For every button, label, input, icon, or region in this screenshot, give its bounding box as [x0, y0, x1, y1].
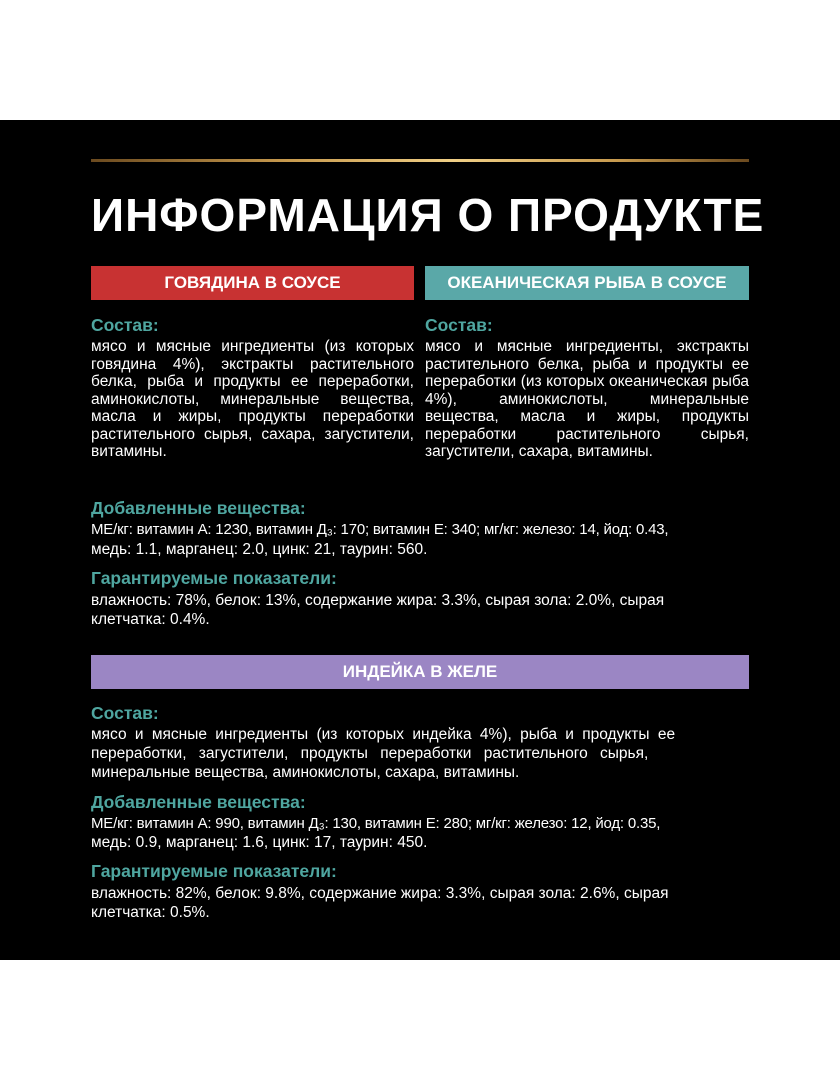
sauce-guaranteed-line2: клетчатка: 0.4%. — [91, 611, 210, 628]
turkey-additives-line2: медь: 0.9, марганец: 1.6, цинк: 17, таурин: 450. — [91, 834, 428, 851]
fish-composition-text: мясо и мясные ингредиенты, экстракты растительного белка, рыба и продукты ее переработки (из которых океаническая рыба 4%), аминокислоты, минеральные вещества, масла и жиры, продукты переработки растительного сырья, загустители, сахара, витамины. — [425, 338, 749, 460]
turkey-additives-heading: Добавленные вещества: — [91, 792, 306, 812]
page-title: ИНФОРМАЦИЯ О ПРОДУКТЕ — [91, 189, 765, 241]
product-info-panel — [0, 120, 840, 960]
turkey-composition-heading: Состав: — [91, 703, 159, 723]
turkey-guaranteed-heading: Гарантируемые показатели: — [91, 861, 337, 881]
sauce-additives-line2: медь: 1.1, марганец: 2.0, цинк: 21, таурин: 560. — [91, 541, 428, 558]
turkey-composition-line3: минеральные вещества, аминокислоты, сахара, витамины. — [91, 764, 520, 781]
turkey-label-banner: ИНДЕЙКА В ЖЕЛЕ — [91, 655, 749, 689]
sauce-additives-line1: МЕ/кг: витамин А: 1230, витамин Д₃: 170; витамин Е: 340; мг/кг: железо: 14, йод: 0.43, — [91, 521, 669, 538]
turkey-guaranteed-line2: клетчатка: 0.5%. — [91, 904, 210, 921]
beef-label-banner: ГОВЯДИНА В СОУСЕ — [91, 266, 414, 300]
sauce-guaranteed-heading: Гарантируемые показатели: — [91, 568, 337, 588]
turkey-composition-line2: переработки, загустители, продукты переработки растительного сырья, — [91, 745, 649, 762]
fish-label-banner: ОКЕАНИЧЕСКАЯ РЫБА В СОУСЕ — [425, 266, 749, 300]
beef-composition-text: мясо и мясные ингредиенты (из которых говядина 4%), экстракты растительного белка, рыба и продукты ее переработки, аминокислоты, минеральные вещества, масла и жиры, продукты переработки растительного сырья, сахара, загустители, витамины. — [91, 338, 414, 460]
gold-divider — [91, 159, 749, 162]
turkey-composition-line1: мясо и мясные ингредиенты (из которых индейка 4%), рыба и продукты ее — [91, 726, 676, 743]
turkey-guaranteed-line1: влажность: 82%, белок: 9.8%, содержание жира: 3.3%, сырая зола: 2.6%, сырая — [91, 885, 669, 902]
sauce-guaranteed-line1: влажность: 78%, белок: 13%, содержание жира: 3.3%, сырая зола: 2.0%, сырая — [91, 592, 665, 609]
fish-composition-heading: Состав: — [425, 315, 493, 335]
turkey-additives-line1: МЕ/кг: витамин А: 990, витамин Д₃: 130, витамин Е: 280; мг/кг: железо: 12, йод: 0.35, — [91, 815, 661, 832]
sauce-additives-heading: Добавленные вещества: — [91, 498, 306, 518]
beef-composition-heading: Состав: — [91, 315, 159, 335]
